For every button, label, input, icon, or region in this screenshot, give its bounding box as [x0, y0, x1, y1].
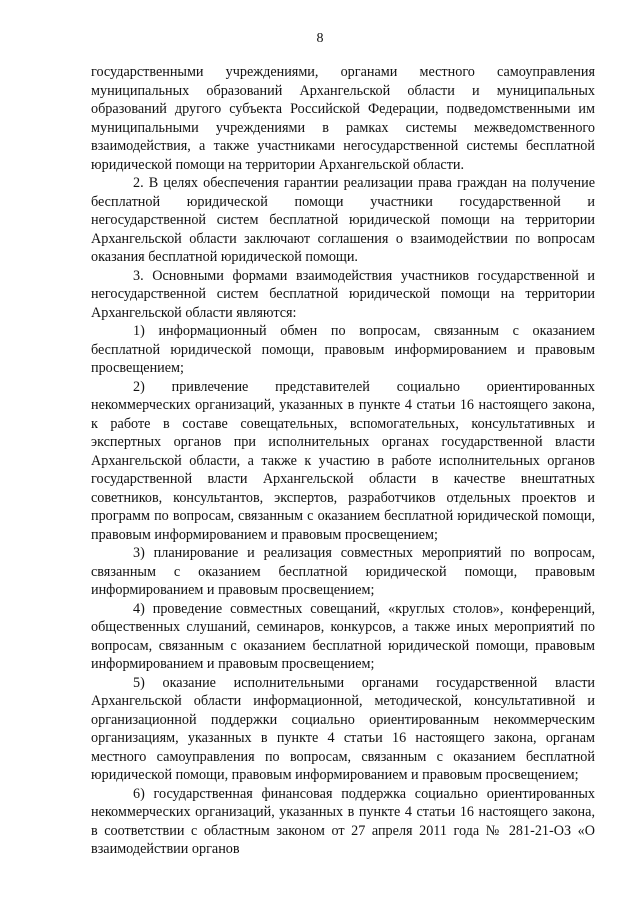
list-item-6: 6) государственная финансовая поддержка социально ориентированных некоммерческих организаций, указанных в пункте 4 статьи 16 настоящего закона, в соответствии с областным законом от 27 апреля 2011 года № 281-21-ОЗ «О взаимодействии органов [91, 785, 595, 857]
paragraph-item-3: 3. Основными формами взаимодействия участников государственной и негосударственной систем бесплатной юридической помощи на территории Архангельской области являются: [91, 267, 595, 321]
list-item-2: 2) привлечение представителей социально ориентированных некоммерческих организаций, указанных в пункте 4 статьи 16 настоящего закона, к работе в составе совещательных, вспомогательных, консультативных и экспертных органов при исполнительных органах государственной власти Архангельской области, а также к участию в работе исполнительных органов государственной власти Архангельской области в качестве внештатных советников, консультантов, экспертов, разработчиков отдельных проектов и программ по вопросам, связанным с оказанием бесплатной юридической помощи, правовым информированием и правовым просвещением; [91, 378, 595, 543]
list-item-4: 4) проведение совместных совещаний, «круглых столов», конференций, общественных слушаний, семинаров, конкурсов, а также иных мероприятий по вопросам, связанным с оказанием бесплатной юридической помощи, правовым информированием и правовым просвещением; [91, 600, 595, 672]
list-item-3: 3) планирование и реализация совместных мероприятий по вопросам, связанным с оказанием бесплатной юридической помощи, правовым информированием и правовым просвещением; [91, 545, 595, 598]
document-body [91, 63, 595, 859]
paragraph-continuation: государственными учреждениями, органами местного самоуправления муниципальных образований Архангельской области и муниципальных образований другого субъекта Российской Федерации, подведомственными им муниципальными учреждениями в рамках системы межведомственного взаимодействия, а также участниками негосударственной системы бесплатной юридической помощи на территории Архангельской области. [91, 64, 595, 173]
paragraph-item-2: 2. В целях обеспечения гарантии реализации права граждан на получение бесплатной юридической помощи участники государственной и негосударственной систем бесплатной юридической помощи на территории Архангельской области заключают соглашения о взаимодействии по вопросам оказания бесплатной юридической помощи. [91, 175, 595, 265]
list-item-5: 5) оказание исполнительными органами государственной власти Архангельской области информационной, методической, консультативной и организационной поддержки социально ориентированным некоммерческим организациям, указанных в пункте 4 статьи 16 настоящего закона, органам местного самоуправления по вопросам, связанным с оказанием бесплатной юридической помощи, правовым информированием и правовым просвещением; [91, 674, 595, 783]
page-number: 8 [316, 31, 324, 46]
list-item-1: 1) информационный обмен по вопросам, связанным с оказанием бесплатной юридической помощи, правовым информированием и правовым просвещением; [91, 323, 595, 376]
